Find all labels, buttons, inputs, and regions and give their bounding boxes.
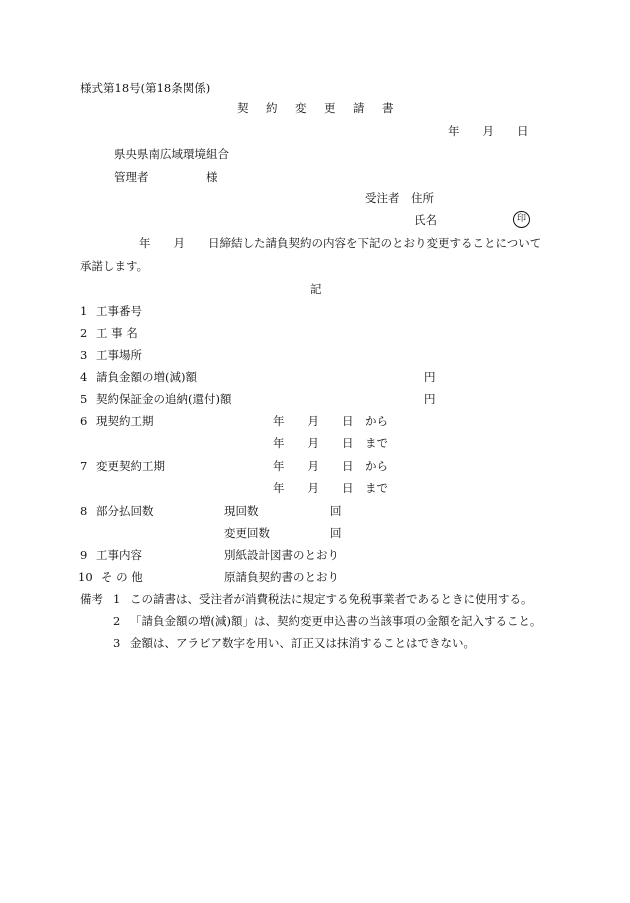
- item-no: 3: [80, 348, 88, 362]
- item-no: 2: [80, 326, 88, 340]
- period-from: 年 月 日 から: [273, 414, 388, 428]
- item-label-other: そ の 他: [101, 570, 143, 584]
- item-no: 8: [80, 504, 88, 518]
- item-unit-yen: 円: [424, 370, 436, 384]
- seal-mark: 印: [513, 211, 530, 228]
- note-text: この請書は、受注者が消費税法に規定する免税事業者であるときに使用する。: [130, 592, 533, 606]
- item-label-work-location: 工事場所: [96, 348, 142, 362]
- item-value-other: 原請負契約書のとおり: [224, 570, 339, 584]
- item-no: 1: [80, 304, 88, 318]
- item-label-work-content: 工事内容: [96, 548, 142, 562]
- item-label-work-name: 工 事 名: [96, 326, 138, 340]
- recipient-manager: 管理者 様: [114, 170, 218, 184]
- current-count-label: 現回数: [224, 504, 259, 518]
- item-no: 5: [80, 392, 88, 406]
- note-text: 金額は、アラビア数字を用い、訂正又は抹消することはできない。: [130, 636, 475, 650]
- item-no: 9: [80, 548, 88, 562]
- item-unit-yen: 円: [424, 392, 436, 406]
- note-no: 3: [113, 636, 121, 650]
- body-line-1: 年 月 日締結した請負契約の内容を下記のとおり変更することについて: [139, 236, 542, 250]
- document-title: 契 約 変 更 請 書: [237, 101, 397, 115]
- period-from: 年 月 日 から: [273, 459, 388, 473]
- changed-count-label: 変更回数: [224, 526, 270, 540]
- contractor-address-label: 受注者 住所: [365, 191, 434, 205]
- item-no: 7: [80, 459, 88, 473]
- body-line-2: 承諾します。: [80, 259, 149, 273]
- recipient-org: 県央県南広域環境組合: [114, 147, 229, 161]
- item-value-work-content: 別紙設計図書のとおり: [224, 548, 339, 562]
- item-label-current-period: 現契約工期: [96, 414, 154, 428]
- item-label-work-number: 工事番号: [96, 304, 142, 318]
- form-id: 様式第18号(第18条関係): [80, 81, 211, 95]
- item-no: 6: [80, 414, 88, 428]
- note-no: 2: [113, 614, 121, 628]
- item-label-amount-change: 請負金額の増(減)額: [96, 370, 197, 384]
- ki-heading: 記: [310, 282, 322, 296]
- current-count-unit: 回: [330, 504, 342, 518]
- changed-count-unit: 回: [330, 526, 342, 540]
- date-line: 年 月 日: [448, 124, 529, 138]
- contractor-name-label: 氏名: [414, 213, 437, 227]
- period-to: 年 月 日 まで: [273, 436, 388, 450]
- item-label-partial-payments: 部分払回数: [96, 504, 154, 518]
- note-no: 1: [113, 592, 121, 606]
- note-text: 「請負金額の増(減)額」は、契約変更申込書の当該事項の金額を記入すること。: [130, 614, 542, 628]
- notes-label: 備考: [80, 592, 103, 606]
- item-no: 10: [78, 570, 93, 584]
- item-no: 4: [80, 370, 88, 384]
- item-label-guarantee-change: 契約保証金の追納(還付)額: [96, 392, 232, 406]
- period-to: 年 月 日 まで: [273, 481, 388, 495]
- item-label-changed-period: 変更契約工期: [96, 459, 165, 473]
